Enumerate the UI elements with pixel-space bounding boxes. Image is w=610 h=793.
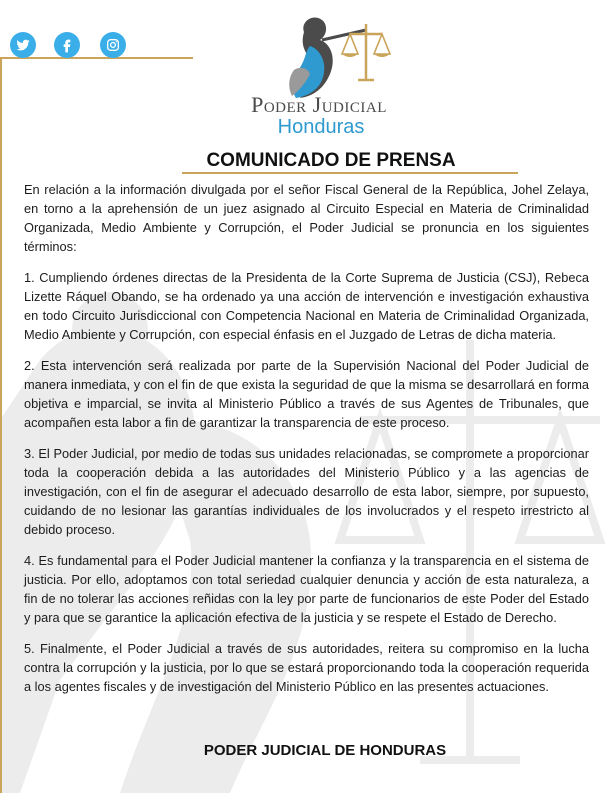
title-underline (182, 172, 518, 174)
frame-top-rule (0, 57, 193, 59)
facebook-icon[interactable] (54, 32, 80, 58)
intro-paragraph: En relación a la información divulgada por el señor Fiscal General de la República, Johel Zelaya, en torno a la aprehensión de un juez asignado al Circuito Especial en Materia de Criminalidad Organizada, Medio Ambiente y Corrupción, el Poder Judicial se pronuncia en los siguientes términos: (24, 182, 589, 254)
point-4-paragraph: 4. Es fundamental para el Poder Judicial mantener la confianza y la transparencia en el sistema de justicia. Por ello, adoptamos con total seriedad cualquier denuncia y acción de esta naturaleza, a fin de no tolerar las acciones reñidas con la ley por parte de funcionarios de este Poder del Estado y para que se garantice la aplicación efectiva de la justicia y se respete el Estado de Derecho. (24, 553, 589, 625)
brand-name: Poder Judicial (251, 92, 387, 117)
point-2-paragraph: 2. Esta intervención será realizada por parte de la Supervisión Nacional del Poder Judicial de manera inmediata, y con el fin de que exista la seguridad de que la misma se desarrollará en forma objetiva e imparcial, se invita al Ministerio Público a través de sus Agentes de Tribunales, que acompañen esta labor a fin de garantizar la transparencia de este proceso. (24, 358, 589, 430)
point-1-paragraph: 1. Cumpliendo órdenes directas de la Presidenta de la Corte Suprema de Justicia (CSJ), Rebeca Lizette Ráquel Obando, se ha ordenado ya una acción de intervención e investigación exhaustiva en todo Circuito Jurisdiccional con Competencia Nacional en Materia de Criminalidad Organizada, Medio Ambiente y Corrupción, con especial énfasis en el Juzgado de Letras de dicha materia. (24, 270, 589, 342)
brand-country: Honduras (277, 116, 365, 138)
poder-judicial-logo (270, 10, 400, 100)
point-5-paragraph: 5. Finalmente, el Poder Judicial a través de sus autoridades, reitera su compromiso en la lucha contra la corrupción y la justicia, por lo que se estará proporcionando toda la cooperación requerida a los agentes fiscales y de investigación del Ministerio Público en las presentes actuaciones. (24, 641, 589, 694)
signature: PODER JUDICIAL DE HONDURAS (203, 742, 447, 759)
document-body (24, 180, 589, 708)
instagram-icon[interactable] (100, 32, 126, 58)
twitter-icon[interactable] (10, 32, 36, 58)
point-3-paragraph: 3. El Poder Judicial, por medio de todas sus unidades relacionadas, se compromete a proporcionar toda la cooperación debida a las autoridades del Ministerio Público y a las agencias de investigación, con el fin de asegurar el adecuado desarrollo de esta labor, siempre, por supuesto, cuidando de no lesionar las garantías individuales de los involucrados y el respeto irrestricto al debido proceso. (24, 446, 589, 537)
document-title: COMUNICADO DE PRENSA (206, 150, 456, 171)
